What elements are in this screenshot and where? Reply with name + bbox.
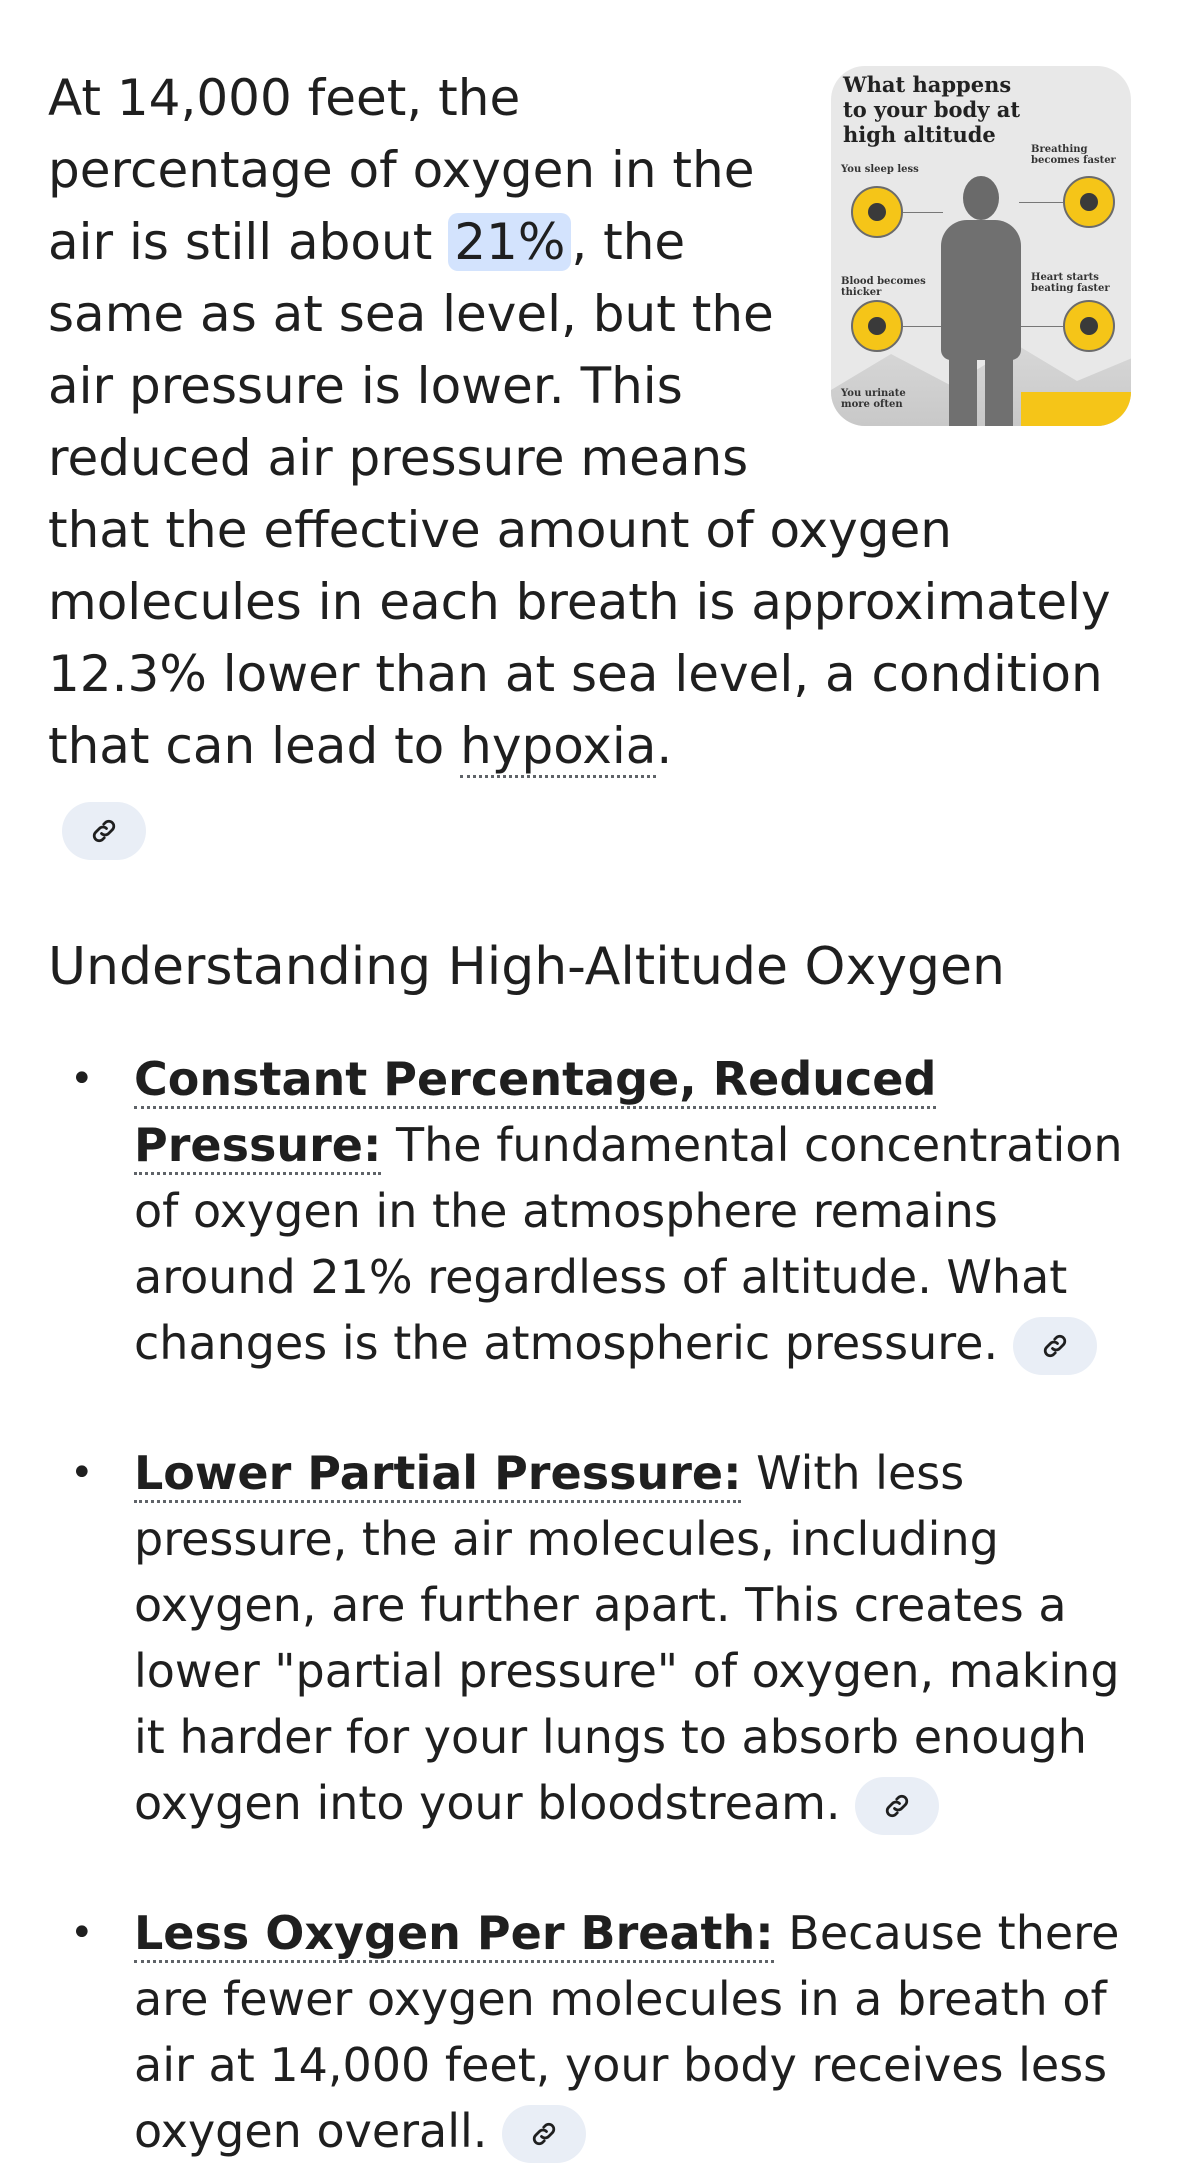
intro-text-part1: At 14,000 feet, the percentage of oxygen in the air is still about xyxy=(48,69,755,271)
point-title-link[interactable]: Less Oxygen Per Breath: xyxy=(134,1906,774,1963)
infographic-label-breathing: Breathing becomes faster xyxy=(1031,144,1116,166)
infographic-label-blood: Blood becomes thicker xyxy=(841,276,926,298)
point-text: With less pressure, the air molecules, including oxygen, are further apart. This creates a lower "partial pressure" of oxygen, making it harder for your lungs to absorb enough oxygen into your bloodstream. xyxy=(134,1445,1120,1830)
intro-text-part2: , the same as at sea level, but the air pressure is lower. This reduced air pressure means that the effective amount of oxygen molecules in each breath is approximately 12.3% lower than at sea level, a condition that can lead to xyxy=(48,213,1111,775)
point-text: Because there are fewer oxygen molecules in a breath of air at 14,000 feet, your body receives less oxygen overall. xyxy=(134,1905,1120,2158)
point-text: The fundamental concentration of oxygen in the atmosphere remains around 21% regardless of altitude. What changes is the atmospheric pressure. xyxy=(134,1117,1123,1370)
highlighted-percentage[interactable]: 21% xyxy=(448,213,571,271)
intro-text-part3: . xyxy=(656,717,673,775)
link-icon xyxy=(882,1791,912,1821)
blood-drop-icon xyxy=(851,300,903,352)
sleep-icon xyxy=(851,186,903,238)
infographic-label-sleep: You sleep less xyxy=(841,164,919,175)
altitude-infographic-thumbnail[interactable] xyxy=(831,66,1131,426)
list-item xyxy=(48,1900,1131,2164)
point-title-link[interactable]: Lower Partial Pressure: xyxy=(134,1446,741,1503)
bullet-icon: • xyxy=(70,1055,94,1102)
list-item xyxy=(48,1046,1131,1376)
list-item xyxy=(48,1440,1131,1836)
infographic-label-heart: Heart starts beating faster xyxy=(1031,272,1110,294)
infographic-footer-band xyxy=(1021,392,1131,426)
link-icon xyxy=(89,816,119,846)
intro-citation-button[interactable] xyxy=(62,802,146,860)
link-icon xyxy=(1040,1331,1070,1361)
hiker-silhouette xyxy=(933,176,1029,426)
heart-icon xyxy=(1063,300,1115,352)
section-heading: Understanding High-Altitude Oxygen xyxy=(48,936,1005,997)
infographic-title: What happens to your body at high altitude xyxy=(843,72,1021,147)
infographic-label-urinate: You urinate more often xyxy=(841,388,906,410)
citation-button[interactable] xyxy=(1013,1317,1097,1375)
lungs-icon xyxy=(1063,176,1115,228)
points-list xyxy=(48,1046,1131,2164)
intro-paragraph xyxy=(48,0,1131,860)
bullet-icon: • xyxy=(70,1909,94,1956)
bullet-icon: • xyxy=(70,1449,94,1496)
hypoxia-term-link[interactable]: hypoxia xyxy=(460,717,656,778)
point-title-link[interactable]: Constant Percentage, Reduced Pressure: xyxy=(134,1052,936,1175)
citation-button[interactable] xyxy=(502,2105,586,2163)
citation-button[interactable] xyxy=(855,1777,939,1835)
link-icon xyxy=(529,2119,559,2149)
